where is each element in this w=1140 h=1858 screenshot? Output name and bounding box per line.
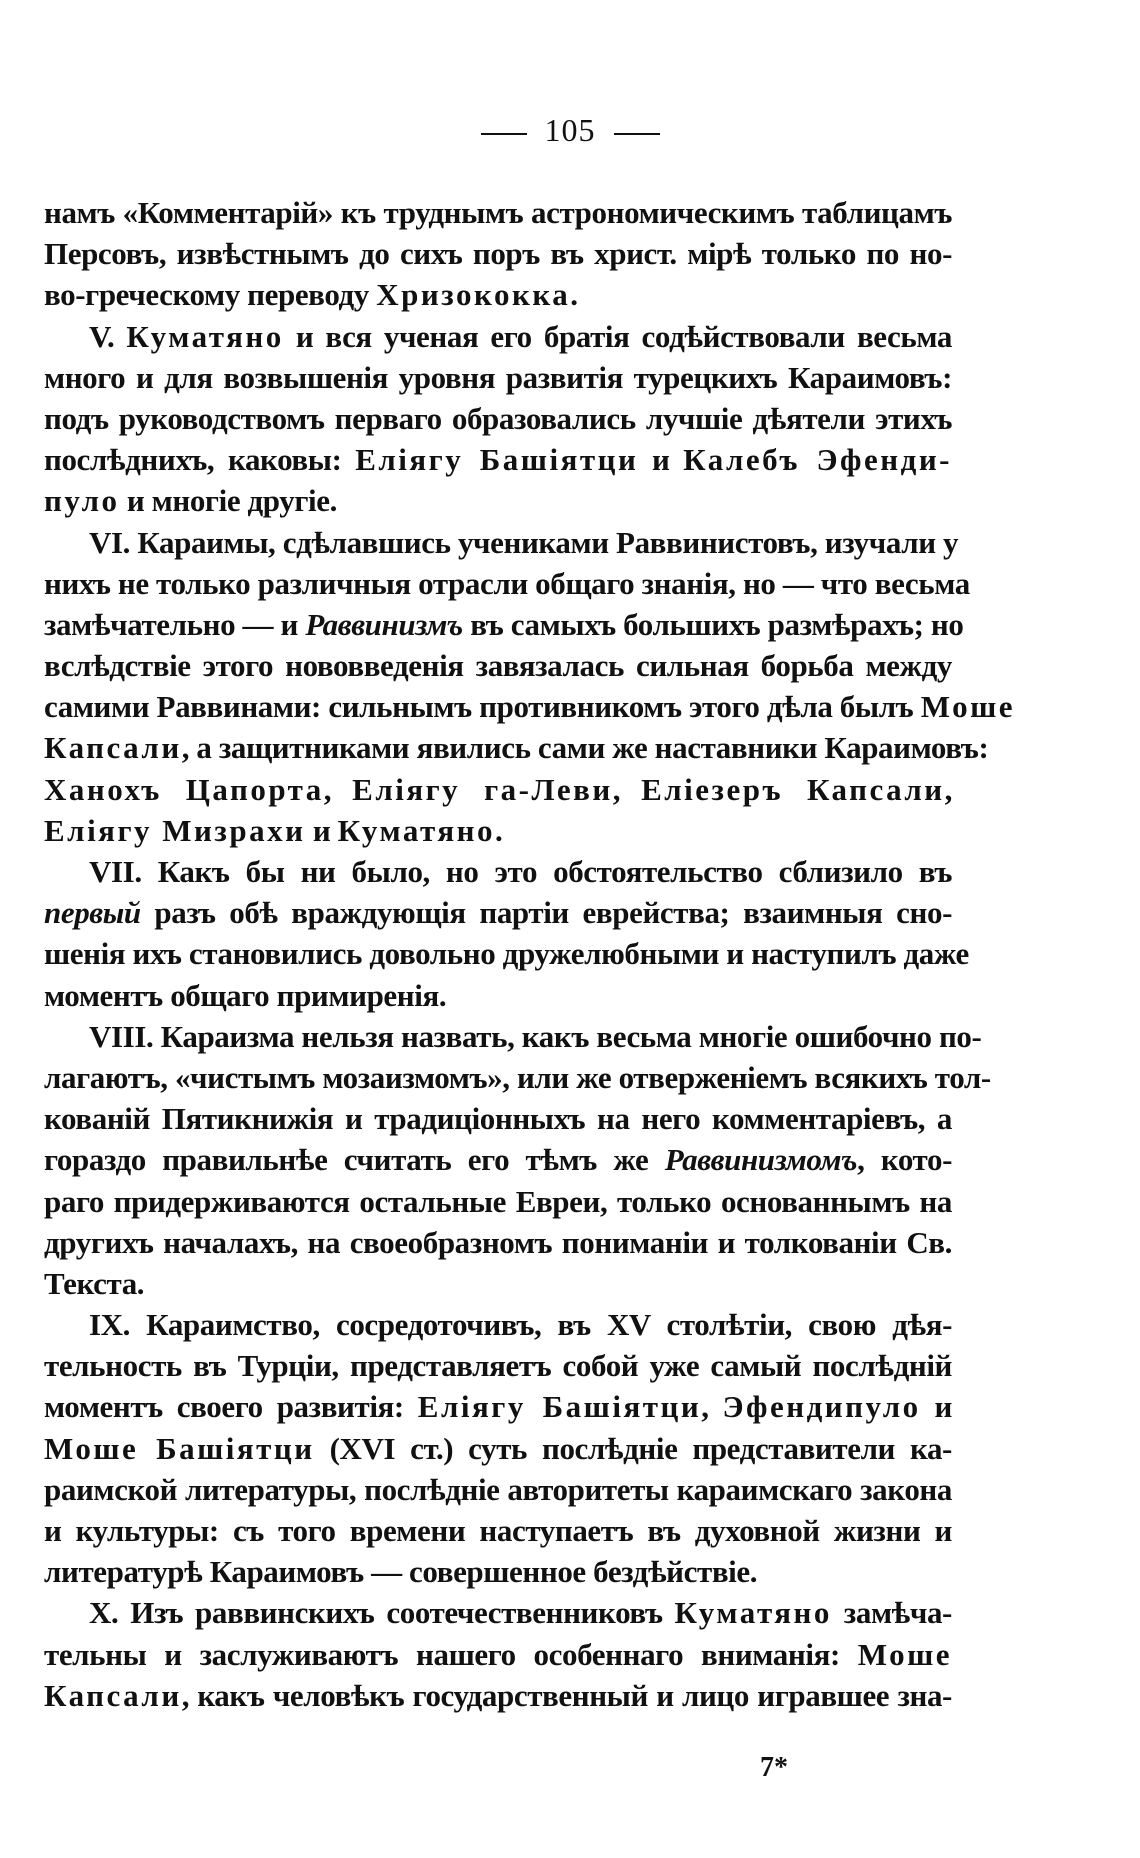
text-line	[44, 398, 952, 439]
text-span: Текста.	[44, 1265, 145, 1301]
text-span: намъ «Комментарій» къ труднымъ астрономическимъ таблицамъ	[44, 195, 952, 230]
text-span: и	[920, 1389, 953, 1425]
text-line	[44, 563, 970, 604]
text-line	[44, 1057, 991, 1098]
right-dash	[614, 133, 660, 135]
text-span: , а защитниками явились сами же наставники Караимовъ:	[181, 730, 989, 766]
text-span: тельны и заслуживаютъ нашего особеннаго вниманія:	[44, 1636, 858, 1672]
italic-term: Раввинизмомъ	[664, 1142, 858, 1178]
text-span: другихъ началахъ, на своеобразномъ пониманіи и толкованіи Св.	[44, 1224, 952, 1260]
text-span: кованій Пятикнижія и традиціонныхъ на него комментаріевъ, а	[44, 1101, 952, 1137]
text-line	[44, 810, 952, 851]
text-line	[44, 933, 969, 974]
text-span: ,	[701, 1389, 723, 1425]
text-span: раго придерживаются остальные Евреи, только основаннымъ на	[44, 1183, 952, 1219]
spaced-name: Куматяно	[337, 812, 495, 848]
text-span: литературѣ Караимовъ — совершенное бездѣйствіе.	[44, 1554, 758, 1590]
spaced-name: Эфендипуло	[722, 1389, 921, 1425]
text-span: , кото-	[857, 1142, 952, 1178]
text-line	[44, 1345, 952, 1386]
text-line	[44, 1098, 952, 1139]
text-line	[44, 1181, 952, 1222]
spaced-name: Моше	[857, 1636, 952, 1672]
text-span: и многіе другіе.	[119, 483, 337, 519]
body-text	[44, 192, 1015, 1716]
text-span: и культуры: съ того времени наступаетъ въ духовной жизни и	[44, 1513, 952, 1548]
text-span: X. Изъ раввинскихъ соотечественниковъ	[89, 1595, 675, 1631]
text-span: V.	[89, 318, 127, 354]
text-line	[44, 1469, 952, 1510]
spaced-name: Моше Башіятци	[44, 1430, 315, 1466]
text-line	[44, 769, 952, 810]
spaced-name: Куматяно	[674, 1595, 832, 1631]
text-line	[44, 1675, 952, 1716]
page-number-header	[0, 112, 1140, 149]
paragraph-ix	[44, 1304, 952, 1345]
text-span: .	[495, 812, 503, 848]
spaced-name: Хризококка.	[376, 277, 581, 313]
spaced-name: Моше	[920, 689, 1015, 725]
text-span: и	[305, 812, 338, 848]
text-span: VII. Какъ бы ни было, но это обстоятельство сблизило въ	[89, 854, 952, 889]
text-span: разъ обѣ враждующія партіи еврейства; взаимныя сно-	[140, 895, 952, 931]
text-span: тельность въ Турціи, представляетъ собой уже самый послѣдній	[44, 1348, 952, 1384]
spaced-name: Еліягу га-Леви	[352, 771, 613, 807]
spaced-name: Еліягу Башіятци	[355, 442, 639, 478]
text-line	[44, 1139, 952, 1180]
text-line	[44, 1263, 952, 1304]
text-line	[44, 686, 1015, 727]
spaced-name: Калебъ Эфенди-	[683, 442, 952, 478]
spaced-name: пуло	[44, 483, 120, 519]
spaced-name: Куматяно	[126, 318, 284, 354]
text-span: раимской литературы, послѣдніе авторитеты караимскаго закона	[44, 1471, 952, 1507]
text-line	[44, 480, 952, 521]
italic-term: Раввинизмъ	[305, 606, 463, 642]
text-line	[44, 1222, 952, 1263]
text-line	[44, 1386, 952, 1427]
text-line	[44, 892, 952, 933]
spaced-name: Еліягу Башіятци	[417, 1389, 702, 1425]
paragraph-v	[44, 316, 952, 357]
text-span: во-греческому переводу	[44, 277, 377, 313]
text-line	[44, 439, 952, 480]
text-span: замѣчательно — и	[44, 606, 306, 642]
spaced-name: Капсали	[44, 730, 182, 766]
text-span: (XVI ст.) суть послѣдніе представители ка-	[314, 1430, 952, 1466]
spaced-name: Капсали	[44, 1677, 182, 1713]
text-span: VIII. Караизма нельзя назвать, какъ весьма многіе ошибочно по-	[89, 1018, 982, 1054]
text-line	[44, 1428, 952, 1469]
text-line	[44, 1551, 952, 1592]
text-span: и вся ученая его братія содѣйствовали весьма	[283, 318, 952, 354]
text-span: послѣднихъ, каковы:	[44, 442, 356, 478]
text-line	[44, 274, 952, 315]
spaced-name: Еліягу Мизрахи	[44, 812, 306, 848]
text-span: ,	[944, 771, 953, 807]
paragraph-vi	[44, 522, 959, 563]
text-span: много и для возвышенія уровня развитія турецкихъ Караимовъ:	[44, 359, 952, 395]
text-line	[44, 727, 989, 768]
text-span: самими Раввинами: сильнымъ противникомъ этого дѣла былъ	[44, 689, 921, 725]
paragraph-viii	[44, 1016, 982, 1057]
text-span: , какъ человѣкъ государственный и лицо игравшее зна-	[181, 1677, 952, 1713]
spaced-name: Еліезеръ Капсали	[641, 771, 945, 807]
page-number: 105	[544, 112, 596, 148]
text-line	[44, 645, 952, 686]
text-span: IX. Караимство, сосредоточивъ, въ XV столѣтіи, свою дѣя-	[89, 1307, 952, 1343]
text-span: въ самыхъ большихъ размѣрахъ; но	[462, 606, 964, 642]
text-line	[44, 192, 952, 233]
signature-mark: 7*	[760, 1752, 788, 1783]
text-span: лагаютъ, «чистымъ мозаизмомъ», или же отверженіемъ всякихъ тол-	[44, 1059, 991, 1095]
text-span: нихъ не только различныя отрасли общаго знанія, но — что весьма	[44, 565, 970, 601]
italic-term: первый	[44, 895, 141, 931]
spaced-name: Ханохъ Цапорта	[44, 771, 324, 807]
text-line	[44, 357, 952, 398]
text-span: и	[638, 442, 684, 478]
text-line	[44, 1634, 952, 1675]
text-line	[44, 975, 952, 1016]
text-line	[44, 604, 964, 645]
text-span: моментъ общаго примиренія.	[44, 977, 447, 1013]
text-span: гораздо правильнѣе считать его тѣмъ же	[44, 1142, 665, 1178]
text-line	[44, 1510, 952, 1551]
text-span: ,	[323, 771, 353, 807]
text-span: вслѣдствіе этого нововведенія завязалась сильная борьба между	[44, 648, 952, 684]
text-span: Персовъ, извѣстнымъ до сихъ поръ въ христ. мірѣ только по но-	[44, 236, 952, 272]
text-span: VI. Караимы, сдѣлавшись учениками Раввинистовъ, изучали у	[89, 524, 959, 560]
text-line	[44, 233, 952, 274]
left-dash	[481, 133, 527, 135]
text-span: подъ руководствомъ перваго образовались лучшіе дѣятели этихъ	[44, 400, 952, 436]
paragraph-vii	[44, 851, 952, 892]
paragraph-x	[44, 1592, 952, 1633]
text-span: шенія ихъ становились довольно дружелюбными и наступилъ даже	[44, 936, 969, 972]
text-span: ,	[612, 771, 642, 807]
text-span: моментъ своего развитія:	[44, 1389, 418, 1425]
text-span: замѣча-	[831, 1595, 952, 1631]
